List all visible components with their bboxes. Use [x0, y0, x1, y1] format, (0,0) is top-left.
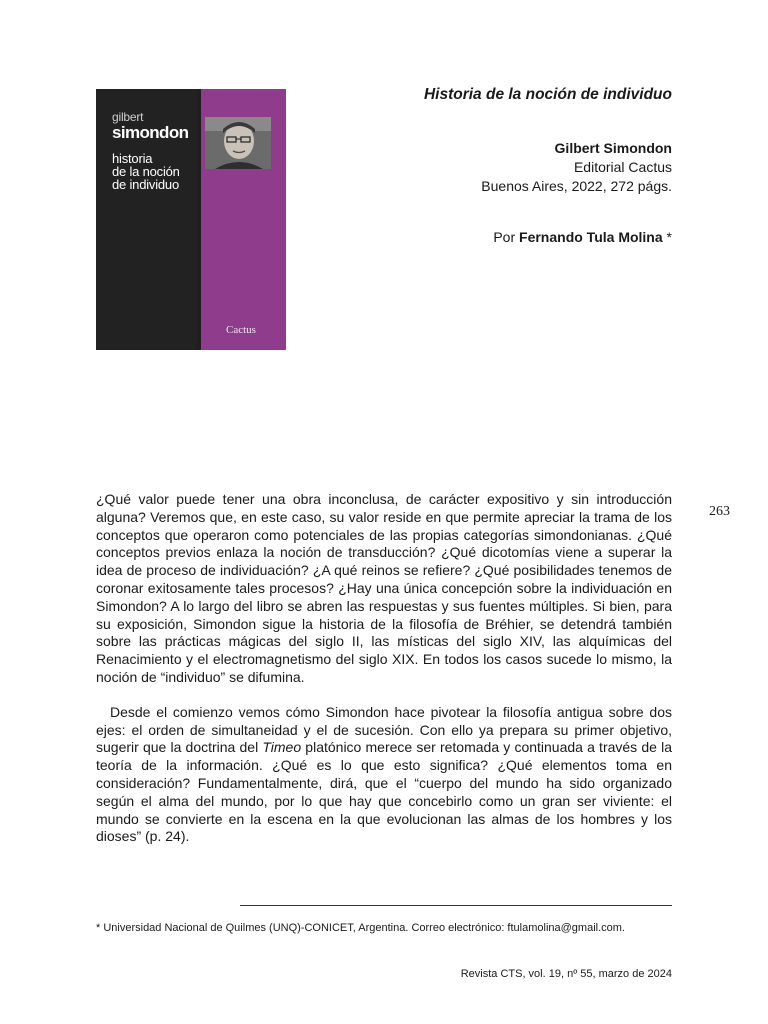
footnote: * Universidad Nacional de Quilmes (UNQ)-CONICET, Argentina. Correo electrónico: ftulamolina@gmail.com.: [96, 922, 625, 934]
bibliographic-reference: [481, 139, 672, 196]
cover-author-first-name: gilbert: [112, 110, 144, 124]
cover-publisher-logo: Cactus: [226, 324, 256, 336]
reviewer-prefix: Por: [493, 229, 516, 245]
body-paragraph: ¿Qué valor puede tener una obra inconclusa, de carácter expositivo y sin introducción alguna? Veremos que, en este caso, su valor reside en que permite apreciar la trama de los conceptos que operaron como potenciales de las propias categorías simondonianas. ¿Qué conceptos previos enlaza la noción de transducción? ¿Qué dicotomías viene a superar la idea de proceso de individuación? ¿A qué reinos se refiere? ¿Qué posibilidades tenemos de coronar exitosamente tales procesos? ¿Hay una única concepción sobre la individuación en Simondon? A lo largo del libro se abren las respuestas y sus fuentes múltiples. Si bien, para su exposición, Simondon sigue la historia de la filosofía de Bréhier, se detendrá también sobre las prácticas mágicas del siglo II, las místicas del siglo XIV, las alquímicas del Renacimiento y el electromagnetismo del siglo XIX. En todos los casos sucede lo mismo, la noción de “individuo” se difumina.: [96, 491, 672, 685]
cover-title-line: de la noción: [112, 164, 180, 179]
review-body: [96, 491, 672, 846]
review-title: Historia de la noción de individuo: [423, 86, 672, 103]
cover-author-last-name: simondon: [112, 123, 189, 142]
paragraph-text: platónico merece ser retomada y continuada a través de la teoría de la información. ¿Qué es lo que esto significa? ¿Qué elementos toma en consideración? Fundamentalmente, dirá, que el “cuerpo del mundo ha sido organizado según el alma del mundo, por lo que hay que concebirlo como un gran ser viviente: el mundo se convierte en la escena en la que evolucionan las almas de los hombres y los dioses” (p. 24).: [96, 739, 672, 845]
journal-citation: Revista CTS, vol. 19, nº 55, marzo de 2024: [460, 968, 672, 980]
page-number: 263: [709, 504, 730, 519]
reviewer-name: Fernando Tula Molina: [519, 229, 663, 245]
book-publisher: Editorial Cactus: [573, 159, 672, 175]
body-paragraph: [96, 704, 672, 846]
cover-accent-panel: [201, 89, 286, 350]
book-place-year-pages: Buenos Aires, 2022, 272 págs.: [481, 178, 672, 194]
reviewer-footnote-mark: *: [666, 229, 672, 245]
footnote-divider: [240, 905, 672, 906]
cover-title-line: de individuo: [112, 177, 179, 192]
book-cover: [96, 89, 286, 350]
author-portrait-image: [205, 117, 271, 169]
cover-dark-panel: [96, 89, 197, 350]
italic-work-title: Timeo: [262, 739, 302, 756]
reviewer-byline: [493, 229, 672, 245]
book-author: Gilbert Simondon: [554, 140, 672, 156]
cover-title-line: historia: [112, 151, 153, 166]
paragraph-text: Desde el comienzo vemos cómo Simondon hace pivotear la filosofía antigua sobre dos ejes: el orden de simultaneidad y el de sucesión. Con ello ya prepara su primer objetivo, sugerir que la doctrina del: [96, 703, 672, 756]
